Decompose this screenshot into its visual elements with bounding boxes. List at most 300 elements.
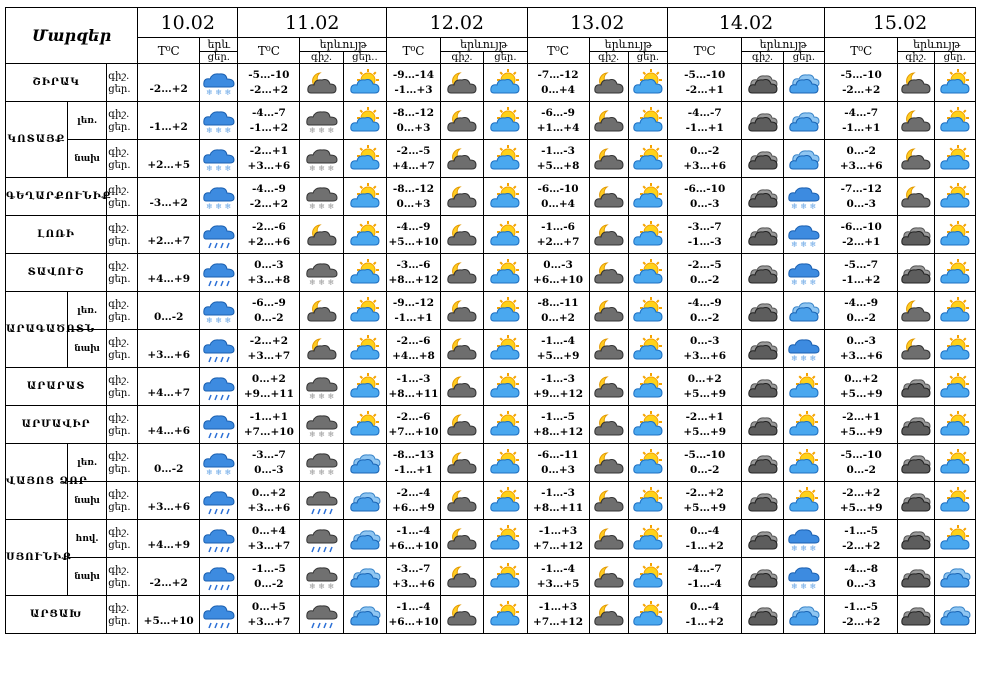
day-icon-cell — [934, 140, 975, 178]
region-name: ՇԻՐԱԿ — [6, 64, 107, 102]
snow-icon — [203, 145, 235, 173]
sun-cloud-icon — [489, 297, 521, 325]
zone-label: նախ — [67, 482, 106, 520]
night-icon-cell — [742, 520, 783, 558]
blue-cloud-icon — [939, 601, 971, 629]
night-temp: 0…+2 — [251, 486, 286, 499]
day-icon-cell — [628, 330, 667, 368]
day-icon-cell — [934, 444, 975, 482]
night-temp: -4…-7 — [844, 106, 879, 119]
moon-cloud-icon — [446, 601, 478, 629]
sun-cloud-icon — [489, 107, 521, 135]
temp-range — [668, 216, 742, 254]
sun-cloud-icon — [349, 69, 381, 97]
date-header: 13.02 — [527, 8, 667, 38]
sun-cloud-icon — [349, 145, 381, 173]
svg-text:❄ ❄ ❄: ❄ ❄ ❄ — [308, 163, 334, 173]
day-icon-cell — [484, 140, 527, 178]
dark-snow-icon — [306, 563, 338, 591]
temp-range — [387, 292, 441, 330]
day-icon-cell — [783, 330, 824, 368]
temp-range — [668, 64, 742, 102]
temp-range — [238, 216, 300, 254]
night-temp: -5…-10 — [840, 68, 882, 81]
temp-range — [238, 178, 300, 216]
sun-cloud-icon — [939, 297, 971, 325]
night-icon-cell — [300, 64, 343, 102]
snow-icon — [203, 297, 235, 325]
night-icon-cell — [589, 330, 628, 368]
night-temp: -6…-9 — [251, 296, 286, 309]
day-temp: 0…-2 — [689, 273, 720, 286]
day-temp: +5…+8 — [536, 159, 580, 172]
day-icon-cell — [934, 292, 975, 330]
night-temp: 0…+2 — [251, 372, 286, 385]
day-icon-cell — [343, 292, 386, 330]
temp-range — [387, 406, 441, 444]
phenomenon-header: երևույթ — [300, 38, 387, 52]
day-label: ցեր. — [108, 425, 131, 437]
night-icon-cell — [440, 368, 483, 406]
day-label: ցեր. — [108, 121, 131, 133]
moon-cloud-icon — [446, 69, 478, 97]
night-day-label — [107, 216, 138, 254]
day-icon-cell — [628, 596, 667, 634]
night-label: գիշ. — [108, 602, 130, 614]
night-label: գիշ. — [108, 70, 130, 82]
temp-range — [825, 292, 898, 330]
night-temp: -9…-12 — [392, 296, 435, 309]
cloud-icon — [900, 563, 932, 591]
night-temp: -2…+1 — [249, 144, 289, 157]
day-icon-cell — [783, 178, 824, 216]
region-row — [6, 102, 976, 140]
sun-cloud-icon — [489, 373, 521, 401]
sun-cloud-icon — [632, 221, 664, 249]
page-title: Մարզեր — [6, 8, 138, 64]
day-icon-cell — [343, 482, 386, 520]
day-icon-cell — [934, 406, 975, 444]
region-name: ԳԵՂԱՐՔՈՒՆԻՔ — [6, 178, 107, 216]
weather-icon-cell — [200, 292, 238, 330]
night-icon-cell — [742, 368, 783, 406]
night-icon-cell — [589, 254, 628, 292]
temp-range — [527, 482, 589, 520]
day-header: ցեր. — [484, 52, 527, 64]
svg-text:❄ ❄ ❄: ❄ ❄ ❄ — [205, 163, 231, 173]
temp-range — [238, 596, 300, 634]
phenomenon-header: երևույթ — [440, 38, 527, 52]
night-icon-cell — [300, 558, 343, 596]
weather-icon-cell — [200, 64, 238, 102]
cloud-icon — [747, 107, 779, 135]
rain-icon — [203, 411, 235, 439]
phenomenon-header: երև — [200, 38, 238, 52]
day-temp: -2…+2 — [842, 615, 881, 628]
sun-cloud-icon — [632, 107, 664, 135]
night-day-label — [107, 520, 138, 558]
moon-cloud-icon — [593, 259, 625, 287]
snow-icon — [203, 107, 235, 135]
sun-cloud-icon — [632, 411, 664, 439]
temp-range: 0…-2 — [138, 292, 200, 330]
zone-label: hով. — [67, 520, 106, 558]
night-temp: -6…-10 — [537, 182, 579, 195]
night-label: գիշ. — [108, 260, 130, 272]
sun-cloud-icon — [489, 69, 521, 97]
night-temp: -1…-5 — [541, 410, 575, 423]
snow-icon — [788, 259, 820, 287]
night-temp: -3…-7 — [396, 562, 431, 575]
day-temp: +3…+6 — [683, 349, 727, 362]
day-label: ցեր. — [108, 311, 131, 323]
day-temp: +5…+9 — [683, 501, 727, 514]
night-icon-cell — [300, 178, 343, 216]
moon-cloud-icon — [446, 411, 478, 439]
cloud-icon — [747, 69, 779, 97]
night-temp: -5…-7 — [844, 258, 879, 271]
day-icon-cell — [783, 368, 824, 406]
temp-range — [527, 444, 589, 482]
temp-range: +4…+6 — [138, 406, 200, 444]
day-temp: 0…+4 — [541, 197, 575, 210]
svg-text:❄ ❄ ❄: ❄ ❄ ❄ — [308, 391, 334, 401]
sun-cloud-icon — [632, 183, 664, 211]
sun-cloud-icon — [489, 487, 521, 515]
temp-range — [527, 330, 589, 368]
night-temp: -2…+1 — [685, 410, 724, 423]
dark-snow-icon — [306, 449, 338, 477]
day-temp: -1…-4 — [687, 577, 722, 590]
night-icon-cell — [742, 482, 783, 520]
region-name: ՎԱՅՈՑ ՁՈՐ — [6, 444, 68, 520]
moon-cloud-icon — [446, 221, 478, 249]
night-label: գիշ. — [108, 374, 130, 386]
day-icon-cell — [783, 520, 824, 558]
night-icon-cell — [742, 444, 783, 482]
night-icon-cell — [898, 520, 934, 558]
dark-snow-icon — [306, 183, 338, 211]
temp-range — [238, 64, 300, 102]
sun-cloud-icon — [788, 449, 820, 477]
day-icon-cell — [934, 558, 975, 596]
sun-cloud-icon — [632, 563, 664, 591]
moon-cloud-icon — [900, 335, 932, 363]
svg-text:❄ ❄ ❄: ❄ ❄ ❄ — [308, 201, 334, 211]
night-icon-cell — [589, 292, 628, 330]
night-temp: -4…-7 — [687, 562, 722, 575]
cloud-icon — [747, 487, 779, 515]
night-icon-cell — [589, 178, 628, 216]
night-header: գիշ. — [440, 52, 483, 64]
night-temp: -1…-5 — [844, 600, 879, 613]
moon-cloud-icon — [900, 145, 932, 173]
night-icon-cell — [300, 368, 343, 406]
night-icon-cell — [300, 520, 343, 558]
day-icon-cell — [343, 520, 386, 558]
rain-icon — [203, 525, 235, 553]
night-icon-cell — [440, 216, 483, 254]
day-icon-cell — [628, 520, 667, 558]
night-temp: -6…-10 — [684, 182, 726, 195]
cloud-icon — [747, 563, 779, 591]
sun-cloud-icon — [632, 487, 664, 515]
day-temp: +5…+9 — [683, 425, 727, 438]
night-day-label — [107, 406, 138, 444]
svg-text:❄ ❄ ❄: ❄ ❄ ❄ — [205, 201, 231, 211]
temp-range — [668, 558, 742, 596]
day-icon-cell — [484, 596, 527, 634]
date-header: 10.02 — [138, 8, 238, 38]
moon-cloud-icon — [446, 297, 478, 325]
moon-cloud-icon — [306, 221, 338, 249]
region-row — [6, 482, 976, 520]
night-icon-cell — [440, 330, 483, 368]
day-temp: -1…+3 — [394, 83, 433, 96]
day-temp: +3…+6 — [839, 349, 883, 362]
day-label: ցեր. — [108, 539, 131, 551]
temp-range — [387, 140, 441, 178]
region-name: ԼՈՌԻ — [6, 216, 107, 254]
date-header: 14.02 — [668, 8, 825, 38]
night-icon-cell — [589, 140, 628, 178]
svg-text:❄ ❄ ❄: ❄ ❄ ❄ — [790, 353, 817, 363]
moon-cloud-icon — [593, 221, 625, 249]
sun-cloud-icon — [939, 525, 971, 553]
day-temp: +2…+7 — [536, 235, 580, 248]
moon-cloud-icon — [446, 487, 478, 515]
moon-cloud-icon — [593, 563, 625, 591]
sun-cloud-icon — [939, 411, 971, 439]
night-icon-cell — [898, 178, 934, 216]
weather-icon-cell — [200, 482, 238, 520]
weather-icon-cell — [200, 520, 238, 558]
cloud-icon — [747, 297, 779, 325]
temp-range — [825, 520, 898, 558]
night-icon-cell — [589, 406, 628, 444]
dark-rain-icon — [306, 487, 338, 515]
weather-icon-cell — [200, 178, 238, 216]
day-icon-cell — [783, 558, 824, 596]
night-icon-cell — [898, 64, 934, 102]
night-label: գիշ. — [108, 412, 130, 424]
night-temp: -5…-10 — [248, 68, 290, 81]
night-icon-cell — [898, 596, 934, 634]
temp-range — [387, 216, 441, 254]
day-icon-cell — [934, 482, 975, 520]
sun-cloud-icon — [632, 259, 664, 287]
region-row — [6, 140, 976, 178]
sun-cloud-icon — [939, 183, 971, 211]
temp-range — [387, 178, 441, 216]
date-header: 15.02 — [825, 8, 976, 38]
day-icon-cell — [628, 482, 667, 520]
svg-text:❄ ❄ ❄: ❄ ❄ ❄ — [790, 277, 817, 287]
zone-label: լեռ. — [67, 444, 106, 482]
night-temp: -2…+1 — [842, 410, 881, 423]
sun-cloud-icon — [349, 107, 381, 135]
region-row — [6, 216, 976, 254]
temp-range — [825, 102, 898, 140]
day-temp: +8…+11 — [533, 501, 584, 514]
night-label: գիշ. — [108, 184, 130, 196]
day-icon-cell — [484, 292, 527, 330]
night-day-label — [107, 64, 138, 102]
night-icon-cell — [742, 406, 783, 444]
moon-cloud-icon — [593, 69, 625, 97]
night-temp: 0…-4 — [689, 600, 720, 613]
night-header: գիշ. — [589, 52, 628, 64]
temp-range — [387, 558, 441, 596]
sun-cloud-icon — [632, 69, 664, 97]
sun-cloud-icon — [489, 221, 521, 249]
moon-cloud-icon — [593, 145, 625, 173]
day-icon-cell — [343, 178, 386, 216]
rain-icon — [203, 259, 235, 287]
sun-cloud-icon — [939, 487, 971, 515]
day-temp: +3…+6 — [247, 159, 291, 172]
day-header: ցեր.. — [343, 52, 386, 64]
cloud-icon — [747, 449, 779, 477]
night-icon-cell — [440, 102, 483, 140]
region-name: ԱՐՄԱՎԻՐ — [6, 406, 107, 444]
night-icon-cell — [898, 102, 934, 140]
dark-snow-icon — [306, 145, 338, 173]
cloud-icon — [747, 335, 779, 363]
night-icon-cell — [898, 140, 934, 178]
moon-cloud-icon — [593, 525, 625, 553]
temp-range — [825, 482, 898, 520]
svg-text:❄ ❄ ❄: ❄ ❄ ❄ — [790, 201, 817, 211]
day-label: ցեր. — [108, 83, 131, 95]
night-icon-cell — [300, 444, 343, 482]
night-temp: -2…-4 — [396, 486, 431, 499]
temp-range — [387, 102, 441, 140]
region-row — [6, 64, 976, 102]
night-temp: -1…-4 — [396, 600, 431, 613]
night-temp: -3…-7 — [687, 220, 722, 233]
day-icon-cell — [783, 596, 824, 634]
region-name: ԱՐՑԱԽ — [6, 596, 107, 634]
rain-icon — [203, 335, 235, 363]
temp-range — [668, 140, 742, 178]
temperature-header: T⁰C — [527, 38, 589, 64]
moon-cloud-icon — [306, 297, 338, 325]
night-icon-cell — [742, 558, 783, 596]
day-temp: 0…+3 — [396, 197, 431, 210]
svg-text:❄ ❄ ❄: ❄ ❄ ❄ — [205, 315, 231, 325]
date-header: 11.02 — [238, 8, 387, 38]
day-icon-cell — [628, 444, 667, 482]
night-temp: -2…-6 — [251, 220, 286, 233]
temp-range — [238, 102, 300, 140]
snow-icon — [203, 183, 235, 211]
sun-cloud-icon — [489, 525, 521, 553]
cloud-icon — [900, 487, 932, 515]
day-temp: +7…+10 — [388, 425, 439, 438]
night-temp: 0…+2 — [844, 372, 879, 385]
moon-cloud-icon — [593, 335, 625, 363]
night-icon-cell — [898, 406, 934, 444]
day-icon-cell — [783, 254, 824, 292]
day-icon-cell — [484, 368, 527, 406]
night-icon-cell — [440, 178, 483, 216]
night-icon-cell — [300, 330, 343, 368]
sun-cloud-icon — [632, 449, 664, 477]
sun-cloud-icon — [939, 373, 971, 401]
night-day-label — [107, 596, 138, 634]
region-row — [6, 444, 976, 482]
svg-text:❄ ❄ ❄: ❄ ❄ ❄ — [205, 87, 231, 97]
night-icon-cell — [898, 292, 934, 330]
temp-range — [527, 520, 589, 558]
night-temp: -1…-6 — [541, 220, 575, 233]
day-icon-cell — [783, 482, 824, 520]
day-icon-cell — [783, 102, 824, 140]
temp-range — [825, 178, 898, 216]
night-temp: -1…-3 — [541, 372, 575, 385]
svg-text:❄ ❄ ❄: ❄ ❄ ❄ — [308, 429, 334, 439]
night-temp: 0…-3 — [689, 334, 720, 347]
night-temp: -2…-6 — [396, 410, 431, 423]
night-icon-cell — [898, 558, 934, 596]
svg-text:❄ ❄ ❄: ❄ ❄ ❄ — [790, 543, 817, 553]
snow-icon — [788, 183, 820, 211]
temp-range — [668, 254, 742, 292]
night-temp: 0…-2 — [689, 144, 720, 157]
night-temp: -2…+2 — [249, 334, 289, 347]
day-temp: 0…-3 — [254, 463, 284, 476]
sun-cloud-icon — [489, 183, 521, 211]
temp-range — [668, 444, 742, 482]
temp-range — [668, 406, 742, 444]
sun-cloud-icon — [939, 449, 971, 477]
day-icon-cell — [934, 254, 975, 292]
sun-cloud-icon — [632, 335, 664, 363]
day-temp: +3…+5 — [536, 577, 580, 590]
region-row — [6, 292, 976, 330]
night-icon-cell — [440, 64, 483, 102]
cloud-icon — [747, 183, 779, 211]
temp-range — [825, 406, 898, 444]
day-label: ցեր. — [108, 577, 131, 589]
night-temp: -1…-3 — [541, 486, 575, 499]
day-icon-cell — [783, 444, 824, 482]
day-temp: -1…+2 — [249, 121, 289, 134]
day-icon-cell — [628, 254, 667, 292]
day-icon-cell — [343, 102, 386, 140]
temp-range: +2…+7 — [138, 216, 200, 254]
temp-range — [825, 596, 898, 634]
phenomenon-header: երևույթ — [589, 38, 668, 52]
day-header: ցեր. — [628, 52, 667, 64]
temp-range: +4…+9 — [138, 254, 200, 292]
night-icon-cell — [440, 254, 483, 292]
svg-text:❄ ❄ ❄: ❄ ❄ ❄ — [790, 239, 817, 249]
night-temp: 0…-3 — [254, 258, 284, 271]
temperature-header: T⁰C — [238, 38, 300, 64]
moon-cloud-icon — [593, 411, 625, 439]
day-temp: 0…-3 — [846, 197, 876, 210]
day-icon-cell — [628, 368, 667, 406]
day-temp: -1…+1 — [685, 121, 724, 134]
night-temp: -8…-13 — [392, 448, 435, 461]
dark-snow-icon — [306, 373, 338, 401]
temp-range: -2…+2 — [138, 64, 200, 102]
day-temp: +3…+6 — [392, 577, 435, 590]
day-temp: -2…+1 — [842, 235, 881, 248]
region-row — [6, 558, 976, 596]
